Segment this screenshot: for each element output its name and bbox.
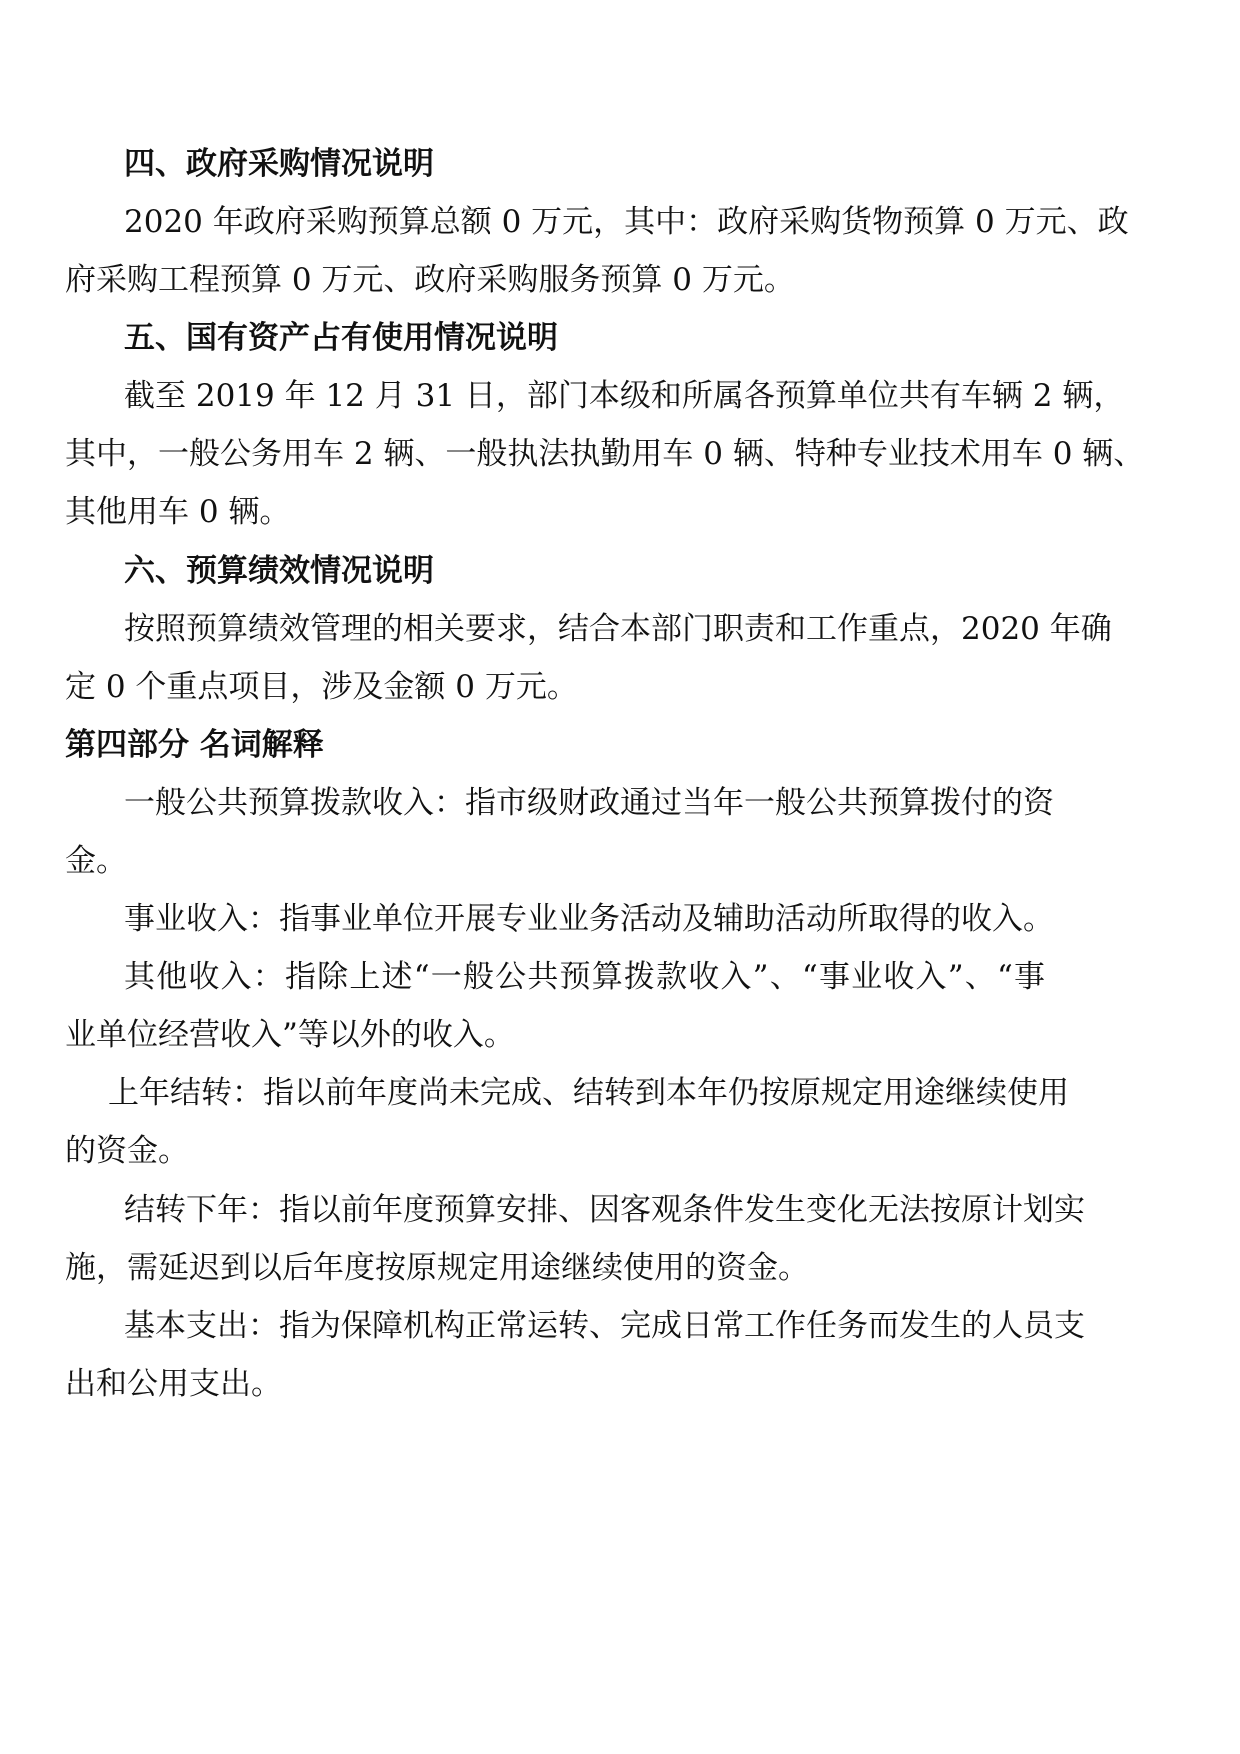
procurement-line-1: 2020 年政府采购预算总额 0 万元，其中：政府采购货物预算 0 万元、政 (124, 204, 1129, 240)
basic-expense-line-1: 基本支出：指为保障机构正常运转、完成日常工作任务而发生的人员支 (124, 1308, 1085, 1344)
other-income-line-2: 业单位经营收入”等以外的收入。 (65, 1017, 515, 1053)
other-income-line-1: 其他收入：指除上述“一般公共预算拨款收入”、“事业收入”、“事 (124, 959, 1045, 995)
procurement-line-2: 府采购工程预算 0 万元、政府采购服务预算 0 万元。 (65, 262, 795, 298)
performance-line-1: 按照预算绩效管理的相关要求，结合本部门职责和工作重点，2020 年确 (124, 611, 1112, 647)
carryover-prev-line-2: 的资金。 (65, 1133, 189, 1169)
business-income-line-1: 事业收入：指事业单位开展专业业务活动及辅助活动所取得的收入。 (124, 901, 1054, 937)
general-budget-line-2: 金。 (65, 843, 127, 879)
carryover-next-line-2: 施，需延迟到以后年度按原规定用途继续使用的资金。 (65, 1250, 809, 1286)
performance-line-2: 定 0 个重点项目，涉及金额 0 万元。 (65, 669, 578, 705)
assets-heading: 五、国有资产占有使用情况说明 (124, 320, 558, 356)
carryover-next-line-1: 结转下年：指以前年度预算安排、因客观条件发生变化无法按原计划实 (124, 1192, 1085, 1228)
general-budget-line-1: 一般公共预算拨款收入：指市级财政通过当年一般公共预算拨付的资 (124, 785, 1054, 821)
procurement-heading: 四、政府采购情况说明 (124, 146, 434, 182)
assets-line-1: 截至 2019 年 12 月 31 日，部门本级和所属各预算单位共有车辆 2 辆， (124, 378, 1125, 414)
assets-line-3: 其他用车 0 辆。 (65, 494, 291, 530)
carryover-prev-line-1: 上年结转：指以前年度尚未完成、结转到本年仍按原规定用途继续使用 (108, 1075, 1069, 1111)
performance-heading: 六、预算绩效情况说明 (124, 553, 434, 589)
assets-line-2: 其中，一般公务用车 2 辆、一般执法执勤用车 0 辆、特种专业技术用车 0 辆、 (65, 436, 1145, 472)
part4-heading: 第四部分 名词解释 (65, 727, 324, 763)
basic-expense-line-2: 出和公用支出。 (65, 1366, 282, 1402)
